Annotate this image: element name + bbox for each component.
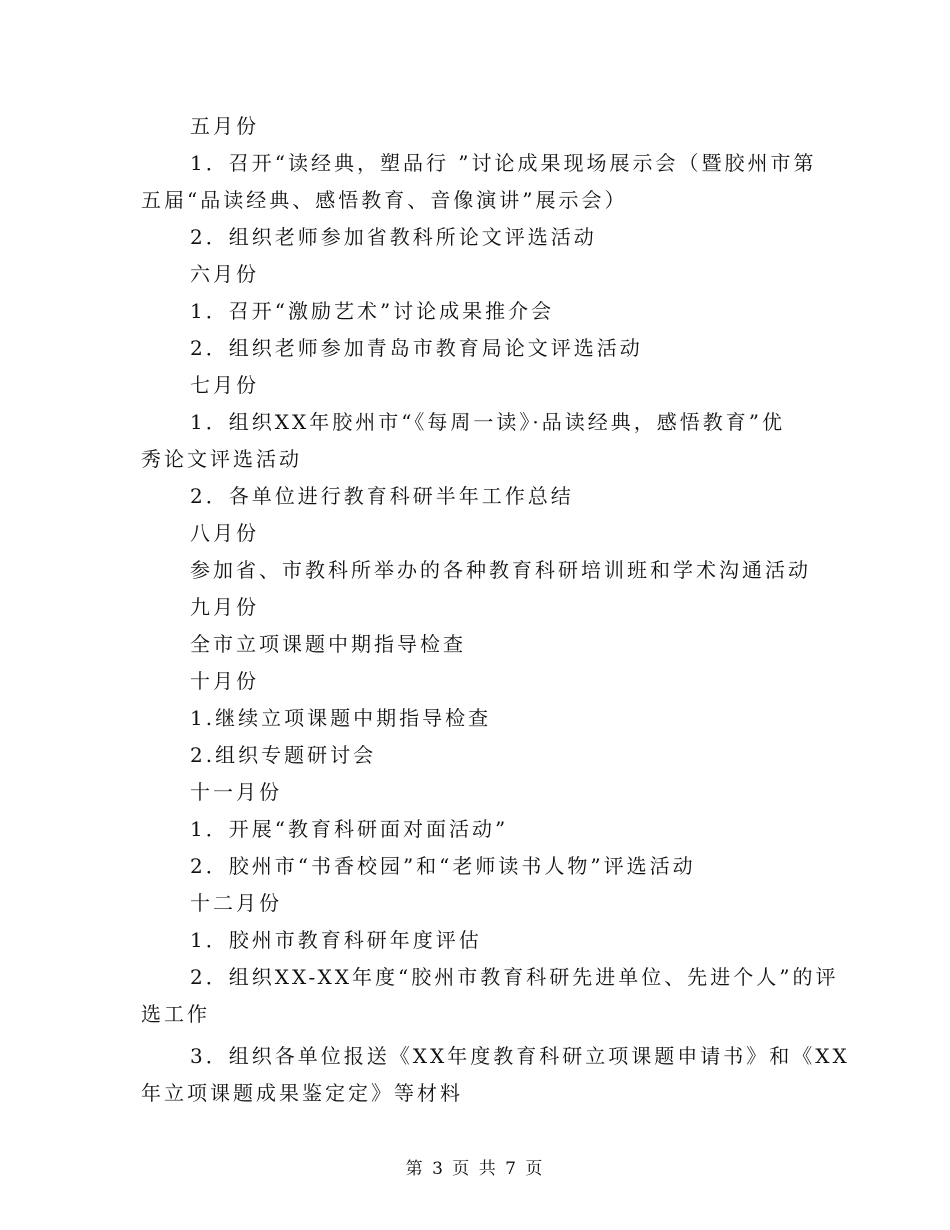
december-item-2-line-1: 2．组织XX-XX年度“胶州市教育科研先进单位、先进个人”的评	[190, 965, 839, 989]
august-item-1: 参加省、市教科所举办的各种教育科研培训班和学术沟通活动	[190, 558, 811, 582]
november-item-2: 2．胶州市“书香校园”和“老师读书人物”评选活动	[190, 854, 696, 878]
december-item-1: 1．胶州市教育科研年度评估	[190, 928, 482, 952]
june-item-2: 2．组织老师参加青岛市教育局论文评选活动	[190, 336, 643, 360]
july-item-1-line-2: 秀论文评选活动	[141, 447, 302, 471]
october-item-2: 2.组织专题研讨会	[190, 743, 377, 767]
november-heading: 十一月份	[190, 780, 282, 804]
may-heading: 五月份	[190, 114, 259, 138]
december-item-3-line-1: 3．组织各单位报送《XX年度教育科研立项课题申请书》和《XX	[190, 1044, 850, 1068]
october-item-1: 1.继续立项课题中期指导检查	[190, 706, 492, 730]
june-item-1: 1．召开“激励艺术”讨论成果推介会	[190, 299, 555, 323]
september-item-1: 全市立项课题中期指导检查	[190, 632, 466, 656]
may-item-2: 2．组织老师参加省教科所论文评选活动	[190, 225, 597, 249]
december-item-3-line-2: 年立项课题成果鉴定定》等材料	[141, 1081, 463, 1105]
july-heading: 七月份	[190, 373, 259, 397]
may-item-1-line-1: 1．召开“读经典，塑品行 ”讨论成果现场展示会（暨胶州市第	[190, 151, 817, 175]
may-item-1-line-2: 五届“品读经典、感悟教育、音像演讲”展示会）	[141, 188, 628, 212]
july-item-2: 2．各单位进行教育科研半年工作总结	[190, 484, 574, 508]
page-number-footer: 第 3 页 共 7 页	[405, 1159, 545, 1179]
june-heading: 六月份	[190, 262, 259, 286]
october-heading: 十月份	[190, 669, 259, 693]
august-heading: 八月份	[190, 521, 259, 545]
december-item-2-line-2: 选工作	[141, 1002, 210, 1026]
november-item-1: 1．开展“教育科研面对面活动”	[190, 817, 509, 841]
july-item-1-line-1: 1．组织XX年胶州市“《每周一读》·品读经典，感悟教育”优	[190, 410, 786, 434]
december-heading: 十二月份	[190, 891, 282, 915]
september-heading: 九月份	[190, 595, 259, 619]
